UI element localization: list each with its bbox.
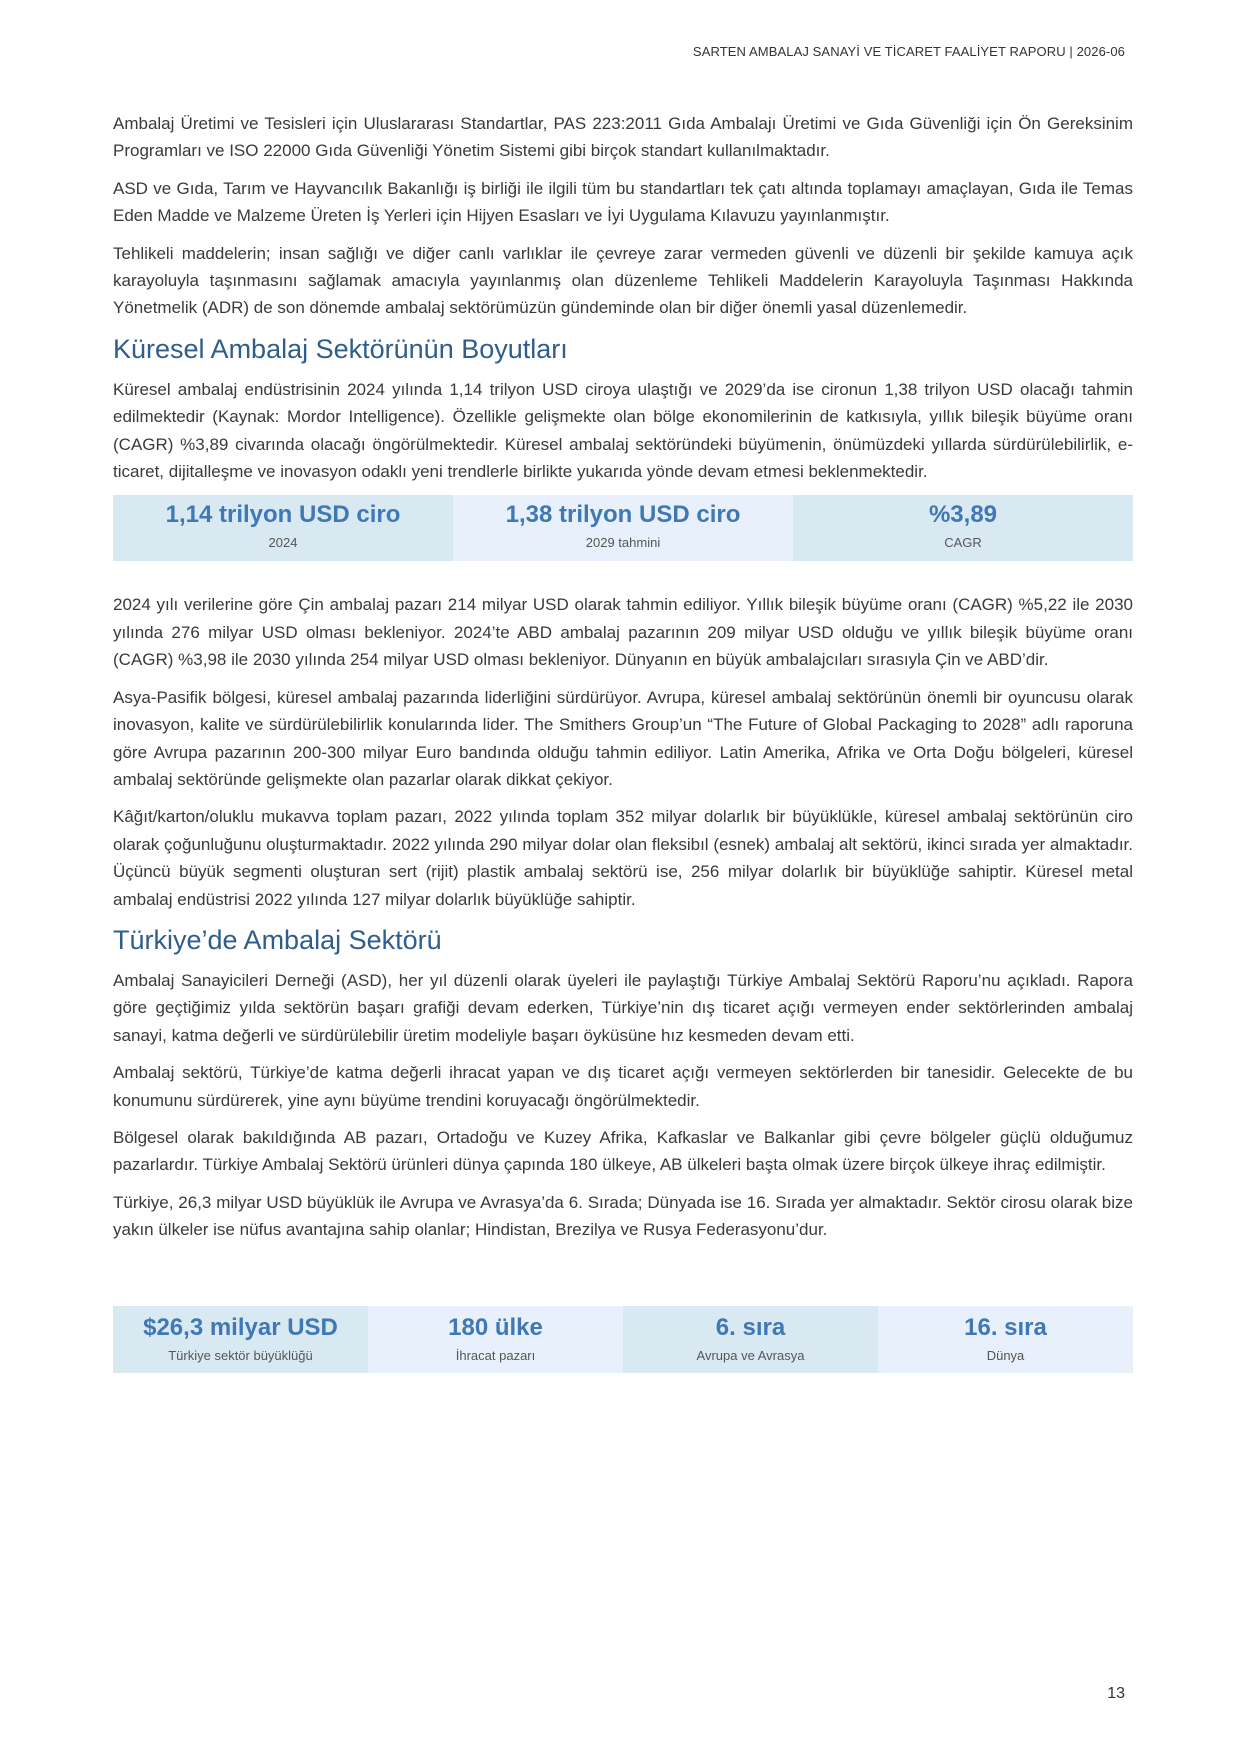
global-stats-band — [113, 495, 1133, 561]
stat-label: İhracat pazarı — [455, 1347, 536, 1363]
turkey-section-heading: Türkiye’de Ambalaj Sektörü — [113, 924, 442, 955]
report-header: SARTEN AMBALAJ SANAYİ VE TİCARET FAALİYET RAPORU | 2026-06 — [692, 44, 1125, 59]
turkey-paragraph-4: Türkiye, 26,3 milyar USD büyüklük ile Avrupa ve Avrasya’da 6. Sırada; Dünyada ise 16. Sırada yer almaktadır. Sektör cirosu olarak bize yakın ülkeler ise nüfus avantajına sahip olanlar; Hindistan, Brezilya ve Rusya Federasyonu’dur. — [113, 1192, 1133, 1240]
stat-label: Türkiye sektör büyüklüğü — [168, 1347, 313, 1363]
global-paragraph-2: 2024 yılı verilerine göre Çin ambalaj pazarı 214 milyar USD olarak tahmin ediliyor. Yıllık bileşik büyüme oranı (CAGR) %5,22 ile 2030 yılında 276 milyar USD olması bekleniyor. 2024’te ABD ambalaj pazarının 209 milyar USD olduğu ve yıllık bileşik büyüme oranı (CAGR) %3,98 ile 2030 yılında 254 milyar USD olması bekleniyor. Dünyanın en büyük ambalajcıları sırasıyla Çin ve ABD’dir. — [113, 595, 1133, 670]
intro-paragraph-3: Tehlikeli maddelerin; insan sağlığı ve diğer canlı varlıklar ile çevreye zarar vermeden güvenli ve düzenli bir şekilde kamuya açık karayoluyla taşınmasını sağlamak amacıyla yayınlanmış olan düzenleme Tehlikeli Maddelerin Karayoluyla Taşınması Hakkında Yönetmelik (ADR) de son dönemde ambalaj sektörümüzün gündeminde olan bir diğer önemli yasal düzenlemedir. — [113, 243, 1133, 318]
stat-card — [113, 1306, 368, 1373]
global-paragraph-4: Kâğıt/karton/oluklu mukavva toplam pazarı, 2022 yılında toplam 352 milyar dolarlık bir büyüklükle, küresel ambalaj sektörünün ciro olarak çoğunluğunu oluşturmaktadır. 2022 yılında 290 milyar dolar olan fleksibıl (esnek) ambalaj alt sektörü, ikinci sırada yer almaktadır. Üçüncü büyük segmenti oluşturan sert (rijit) plastik ambalaj sektörü ise, 256 milyar dolarlık bir büyüklüğe sahiptir. Küresel metal ambalaj endüstrisi 2022 yılında 127 milyar dolarlık büyüklüğe sahiptir. — [113, 807, 1133, 909]
stat-value: 180 ülke — [448, 1313, 543, 1341]
stat-card — [453, 495, 793, 561]
stat-value: %3,89 — [928, 501, 998, 529]
stat-value: 1,38 trilyon USD ciro — [505, 501, 741, 529]
global-section-heading: Küresel Ambalaj Sektörünün Boyutları — [113, 333, 568, 364]
intro-paragraph-2: ASD ve Gıda, Tarım ve Hayvancılık Bakanlığı iş birliği ile ilgili tüm bu standartları tek çatı altında toplamayı amaçlayan, Gıda ile Temas Eden Madde ve Malzeme Üreten İş Yerleri için Hijyen Esasları ve İyi Uygulama Kılavuzu yayınlanmıştır. — [113, 178, 1133, 226]
turkey-stats-band — [113, 1306, 1133, 1373]
intro-paragraph-1: Ambalaj Üretimi ve Tesisleri için Uluslararası Standartlar, PAS 223:2011 Gıda Ambalajı Üretimi ve Gıda Güvenliği için Ön Gereksinim Programları ve ISO 22000 Gıda Güvenliği Yönetim Sistemi gibi birçok standart kullanılmaktadır. — [113, 114, 1133, 161]
turkey-paragraph-1: Ambalaj Sanayicileri Derneği (ASD), her yıl düzenli olarak üyeleri ile paylaştığı Türkiye Ambalaj Sektörü Raporu’nu açıkladı. Rapora göre geçtiğimiz yılda sektörün başarı grafiği devam ederken, Türkiye’nin dış ticaret açığı vermeyen ender sektörlerinden ambalaj sanayi, katma değerli ve sürdürülebilir üretim modeliyle başarı öyküsüne hız kesmeden devam etti. — [113, 970, 1133, 1045]
stat-card — [113, 495, 453, 561]
stat-card — [793, 495, 1133, 561]
stat-label: 2029 tahmini — [585, 535, 661, 551]
stat-card — [368, 1306, 623, 1373]
stat-label: 2024 — [268, 535, 298, 551]
page-content — [113, 110, 1133, 1403]
turkey-paragraph-2: Ambalaj sektörü, Türkiye’de katma değerli ihracat yapan ve dış ticaret açığı vermeyen sektörlerden bir tanesidir. Gelecekte de bu konumunu sürdürerek, yine aynı büyüme trendini koruyacağı öngörülmektedir. — [113, 1063, 1133, 1110]
stat-card — [623, 1306, 878, 1373]
global-paragraph-1: Küresel ambalaj endüstrisinin 2024 yılında 1,14 trilyon USD ciroya ulaştığı ve 2029’da ise cironun 1,38 trilyon USD olacağı tahmin edilmektedir (Kaynak: Mordor Intelligence). Özellikle gelişmekte olan bölge ekonomilerinin de katkısıyla, yıllık bileşik büyüme oranı (CAGR) %3,89 civarında olacağı öngörülmektedir. Küresel ambalaj sektöründeki büyümenin, önümüzdeki yıllarda sürdürülebilirlik, e-ticaret, dijitalleşme ve inovasyon odaklı yeni trendlerle birlikte yukarıda yönde devam etmesi beklenmektedir. — [113, 379, 1133, 482]
stat-value: 1,14 trilyon USD ciro — [165, 501, 401, 529]
turkey-paragraph-3: Bölgesel olarak bakıldığında AB pazarı, Ortadoğu ve Kuzey Afrika, Kafkaslar ve Balkanlar gibi çevre bölgeler güçlü olduğumuz pazarlardır. Türkiye Ambalaj Sektörü ürünleri dünya çapında 180 ülkeye, AB ülkeleri başta olmak üzere birçok ülkeye ihraç edilmiştir. — [113, 1127, 1133, 1175]
stat-value: 16. sıra — [964, 1313, 1047, 1341]
stat-value: $26,3 milyar USD — [143, 1313, 338, 1341]
stat-label: Avrupa ve Avrasya — [696, 1347, 805, 1363]
stat-card — [878, 1306, 1133, 1373]
stat-label: CAGR — [944, 535, 982, 551]
page-number: 13 — [1107, 1685, 1125, 1702]
global-paragraph-3: Asya-Pasifik bölgesi, küresel ambalaj pazarında liderliğini sürdürüyor. Avrupa, küresel ambalaj sektörünün önemli bir oyuncusu olarak inovasyon, kalite ve sürdürülebilirlik konularında lider. The Smithers Group’un “The Future of Global Packaging to 2028” adlı raporuna göre Avrupa pazarının 200-300 milyar Euro bandında olduğu tahmin ediliyor. Latin Amerika, Afrika ve Orta Doğu bölgeleri, küresel ambalaj sektöründe gelişmekte olan pazarlar olarak dikkat çekiyor. — [113, 687, 1133, 789]
stat-label: Dünya — [986, 1347, 1025, 1363]
stat-value: 6. sıra — [715, 1313, 786, 1341]
